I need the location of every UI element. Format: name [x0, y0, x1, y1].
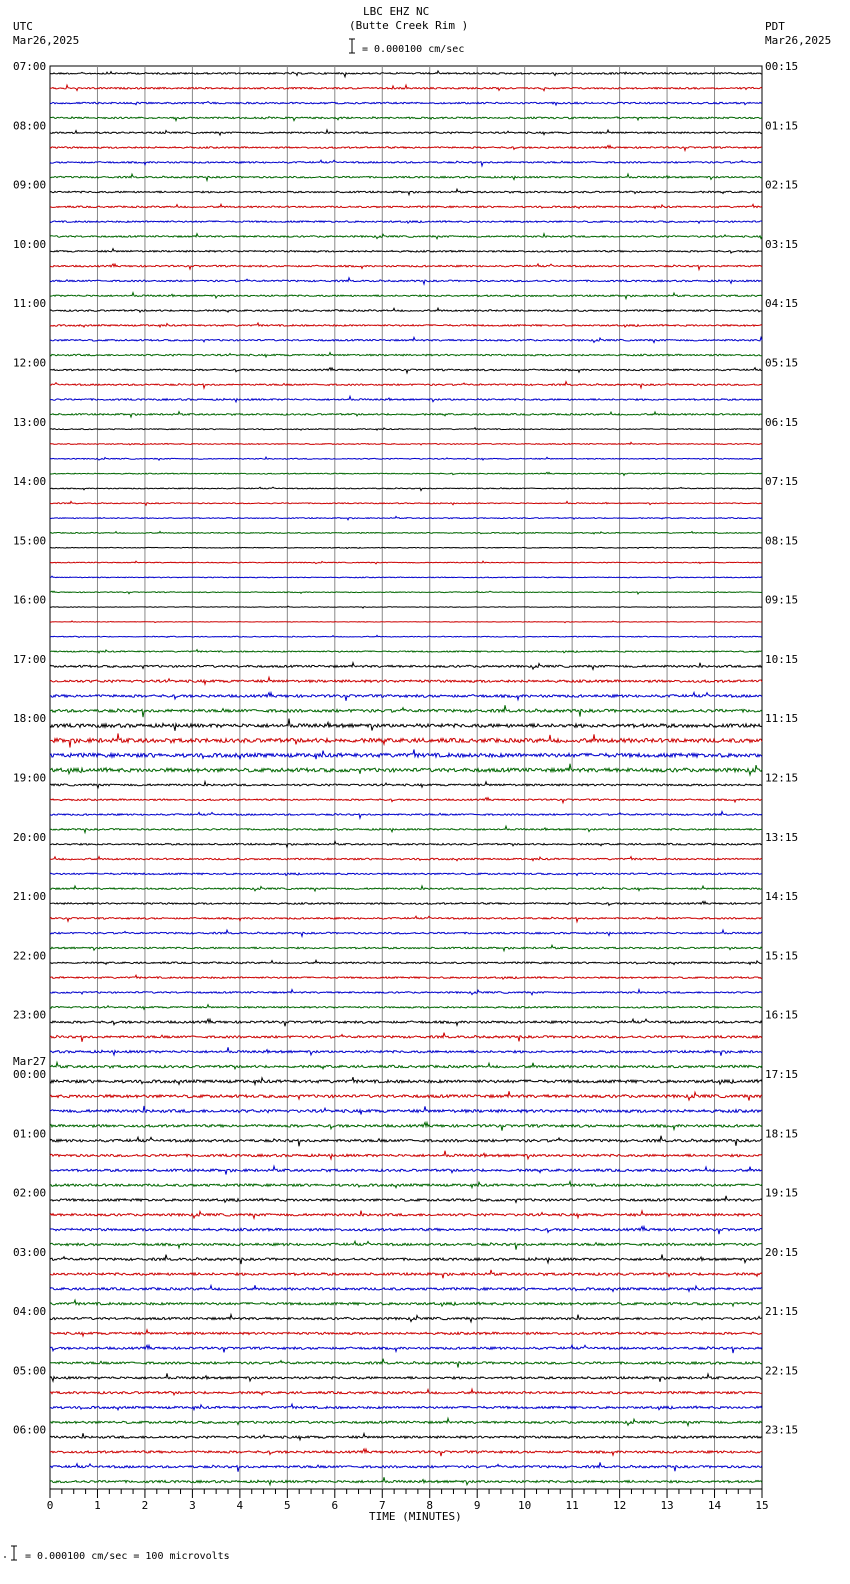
utc-hour-label: 09:00	[13, 178, 47, 192]
trace-row-52	[50, 841, 762, 847]
trace-row-75	[50, 1182, 762, 1188]
trace-row-68	[50, 1077, 762, 1084]
x-tick-label: 3	[189, 1499, 196, 1512]
trace-row-63	[50, 1005, 762, 1010]
trace-row-92	[50, 1433, 762, 1440]
footer-scale-note: = 0.000100 cm/sec = 100 microvolts	[25, 1551, 230, 1562]
x-axis	[47, 1489, 769, 1512]
x-tick-label: 12	[612, 1499, 627, 1512]
trace-row-17	[50, 323, 762, 327]
trace-row-24	[50, 428, 762, 431]
x-tick-label: 9	[473, 1499, 481, 1512]
trace-row-67	[50, 1062, 762, 1069]
trace-row-39	[50, 650, 762, 653]
trace-row-5	[50, 146, 762, 151]
pdt-hour-label: 10:15	[765, 652, 799, 666]
trace-row-54	[50, 873, 762, 876]
pdt-hour-label: 05:15	[765, 356, 799, 370]
x-tick-label: 10	[518, 1499, 532, 1512]
trace-row-7	[50, 174, 762, 180]
trace-row-12	[50, 249, 762, 253]
trace-row-88	[50, 1373, 762, 1381]
scale-bar-icon	[349, 39, 355, 53]
trace-row-61	[50, 975, 762, 979]
trace-row-0	[50, 71, 762, 77]
utc-hour-label: 16:00	[13, 593, 47, 607]
trace-row-20	[50, 368, 762, 373]
trace-row-31	[50, 531, 762, 534]
utc-hour-label: 08:00	[13, 119, 47, 133]
trace-row-56	[50, 901, 762, 905]
pdt-hour-label: 22:15	[765, 1364, 799, 1378]
trace-row-37	[50, 621, 762, 623]
utc-hour-label: 12:00	[13, 356, 47, 370]
x-tick-label: 15	[755, 1499, 769, 1512]
trace-row-35	[50, 591, 762, 594]
utc-hour-label: 14:00	[13, 475, 47, 489]
utc-date: Mar26,2025	[13, 34, 80, 47]
trace-row-70	[50, 1106, 762, 1115]
trace-row-11	[50, 234, 762, 239]
trace-row-43	[50, 705, 762, 717]
pdt-label: PDT	[765, 20, 785, 33]
utc-hour-label: 10:00	[13, 237, 47, 251]
trace-row-72	[50, 1136, 762, 1147]
utc-hour-label: 23:00	[13, 1008, 47, 1022]
trace-row-38	[50, 635, 762, 637]
x-tick-label: 4	[236, 1499, 244, 1512]
pdt-hour-label: 08:15	[765, 534, 799, 548]
trace-row-60	[50, 960, 762, 964]
trace-row-84	[50, 1315, 762, 1322]
utc-hour-label: 02:00	[13, 1186, 47, 1200]
trace-row-32	[50, 547, 762, 548]
trace-row-76	[50, 1196, 762, 1203]
utc-hour-label: 17:00	[13, 652, 47, 666]
pdt-hour-label: 00:15	[765, 60, 799, 73]
x-tick-label: 13	[660, 1499, 674, 1512]
utc-hour-label: 19:00	[13, 771, 47, 785]
trace-row-74	[50, 1166, 762, 1174]
pdt-hour-label: 02:15	[765, 178, 799, 192]
trace-row-87	[50, 1359, 762, 1368]
trace-row-15	[50, 293, 762, 299]
trace-row-18	[50, 337, 762, 342]
trace-row-57	[50, 916, 762, 922]
utc-label: UTC	[13, 20, 33, 33]
utc-hour-label: 13:00	[13, 415, 47, 429]
trace-row-91	[50, 1418, 762, 1425]
trace-row-34	[50, 576, 762, 578]
trace-row-65	[50, 1033, 762, 1042]
trace-row-23	[50, 412, 762, 418]
trace-row-44	[50, 719, 762, 731]
trace-row-36	[50, 606, 762, 608]
trace-row-73	[50, 1151, 762, 1159]
station-title: LBC EHZ NC	[363, 5, 430, 18]
trace-row-42	[50, 693, 762, 701]
time-grid	[50, 66, 762, 1489]
trace-row-1	[50, 85, 762, 91]
trace-row-4	[50, 130, 762, 135]
pdt-date: Mar26,2025	[765, 34, 832, 47]
trace-row-40	[50, 663, 762, 670]
utc-hour-label: 18:00	[13, 712, 47, 726]
plot-frame	[50, 66, 762, 1489]
pdt-hour-label: 12:15	[765, 771, 799, 785]
utc-hour-label: 03:00	[13, 1245, 47, 1259]
trace-row-28	[50, 487, 762, 490]
trace-row-71	[50, 1123, 762, 1131]
trace-row-45	[50, 734, 762, 748]
utc-hour-label: 04:00	[13, 1305, 47, 1319]
pdt-hour-label: 04:15	[765, 297, 799, 311]
trace-row-49	[50, 798, 762, 803]
trace-row-95	[50, 1477, 762, 1485]
trace-row-48	[50, 782, 762, 788]
utc-hour-label: 11:00	[13, 297, 47, 311]
pdt-hour-label: 19:15	[765, 1186, 799, 1200]
trace-row-81	[50, 1270, 762, 1278]
station-location: (Butte Creek Rim )	[349, 19, 469, 32]
trace-row-47	[50, 764, 762, 775]
x-tick-label: 14	[707, 1499, 722, 1512]
x-tick-label: 2	[141, 1499, 149, 1512]
trace-row-59	[50, 945, 762, 951]
trace-row-50	[50, 812, 762, 819]
utc-hour-label: 20:00	[13, 830, 47, 844]
utc-hour-label: 07:00	[13, 60, 47, 73]
trace-row-85	[50, 1330, 762, 1336]
trace-row-93	[50, 1449, 762, 1456]
xaxis-title: TIME (MINUTES)	[369, 1510, 462, 1523]
x-tick-label: 5	[284, 1499, 291, 1512]
pdt-hour-label: 21:15	[765, 1305, 799, 1319]
trace-row-77	[50, 1211, 762, 1219]
trace-row-8	[50, 189, 762, 195]
trace-row-14	[50, 278, 762, 284]
trace-row-21	[50, 382, 762, 389]
trace-row-10	[50, 221, 762, 224]
trace-row-41	[50, 677, 762, 684]
trace-row-25	[50, 442, 762, 445]
footer-scale-bar-icon	[4, 1546, 17, 1560]
trace-row-90	[50, 1404, 762, 1410]
trace-row-64	[50, 1019, 762, 1026]
trace-row-58	[50, 930, 762, 936]
pdt-hour-label: 03:15	[765, 237, 799, 251]
trace-row-66	[50, 1047, 762, 1055]
trace-row-55	[50, 886, 762, 891]
pdt-hour-label: 20:15	[765, 1245, 799, 1259]
x-tick-label: 0	[46, 1499, 54, 1512]
trace-row-33	[50, 561, 762, 564]
x-tick-label: 11	[565, 1499, 579, 1512]
pdt-hour-label: 01:15	[765, 119, 799, 133]
trace-row-80	[50, 1255, 762, 1265]
utc-hour-label: 05:00	[13, 1364, 47, 1378]
trace-row-2	[50, 102, 762, 106]
trace-row-22	[50, 396, 762, 402]
date-change-label: Mar27	[13, 1054, 47, 1068]
trace-row-79	[50, 1241, 762, 1250]
trace-row-62	[50, 990, 762, 995]
pdt-hour-label: 15:15	[765, 949, 799, 963]
trace-row-29	[50, 501, 762, 505]
trace-row-27	[50, 472, 762, 475]
pdt-hour-label: 16:15	[765, 1008, 799, 1022]
x-tick-label: 6	[331, 1499, 339, 1512]
trace-row-86	[50, 1345, 762, 1353]
pdt-hour-label: 17:15	[765, 1067, 799, 1081]
pdt-hour-label: 09:15	[765, 593, 799, 607]
trace-row-53	[50, 857, 762, 861]
trace-row-16	[50, 308, 762, 312]
trace-row-51	[50, 826, 762, 832]
trace-row-13	[50, 264, 762, 270]
x-tick-label: 8	[426, 1499, 434, 1512]
trace-row-30	[50, 516, 762, 519]
trace-row-78	[50, 1227, 762, 1235]
pdt-hour-label: 07:15	[765, 475, 799, 489]
utc-hour-label: 00:00	[13, 1067, 47, 1081]
utc-hour-label: 01:00	[13, 1127, 47, 1141]
pdt-hour-label: 13:15	[765, 830, 799, 844]
trace-row-69	[50, 1091, 762, 1100]
trace-row-94	[50, 1462, 762, 1471]
trace-row-89	[50, 1389, 762, 1395]
trace-row-9	[50, 204, 762, 208]
utc-hour-label: 22:00	[13, 949, 47, 963]
trace-row-6	[50, 160, 762, 166]
pdt-hour-label: 11:15	[765, 712, 799, 726]
x-tick-label: 1	[94, 1499, 101, 1512]
x-tick-label: 7	[378, 1499, 386, 1512]
utc-hour-label: 21:00	[13, 890, 47, 904]
pdt-hour-label: 06:15	[765, 415, 799, 429]
utc-hour-label: 15:00	[13, 534, 47, 548]
pdt-hour-label: 18:15	[765, 1127, 799, 1141]
trace-row-83	[50, 1300, 762, 1306]
trace-row-46	[50, 750, 762, 760]
trace-rows	[50, 71, 762, 1485]
pdt-hour-label: 23:15	[765, 1423, 799, 1437]
pdt-hour-label: 14:15	[765, 890, 799, 904]
trace-row-26	[50, 457, 762, 460]
scale-label: = 0.000100 cm/sec	[362, 44, 465, 55]
trace-row-82	[50, 1285, 762, 1291]
trace-row-3	[50, 117, 762, 121]
utc-hour-label: 06:00	[13, 1423, 47, 1437]
trace-row-19	[50, 353, 762, 358]
